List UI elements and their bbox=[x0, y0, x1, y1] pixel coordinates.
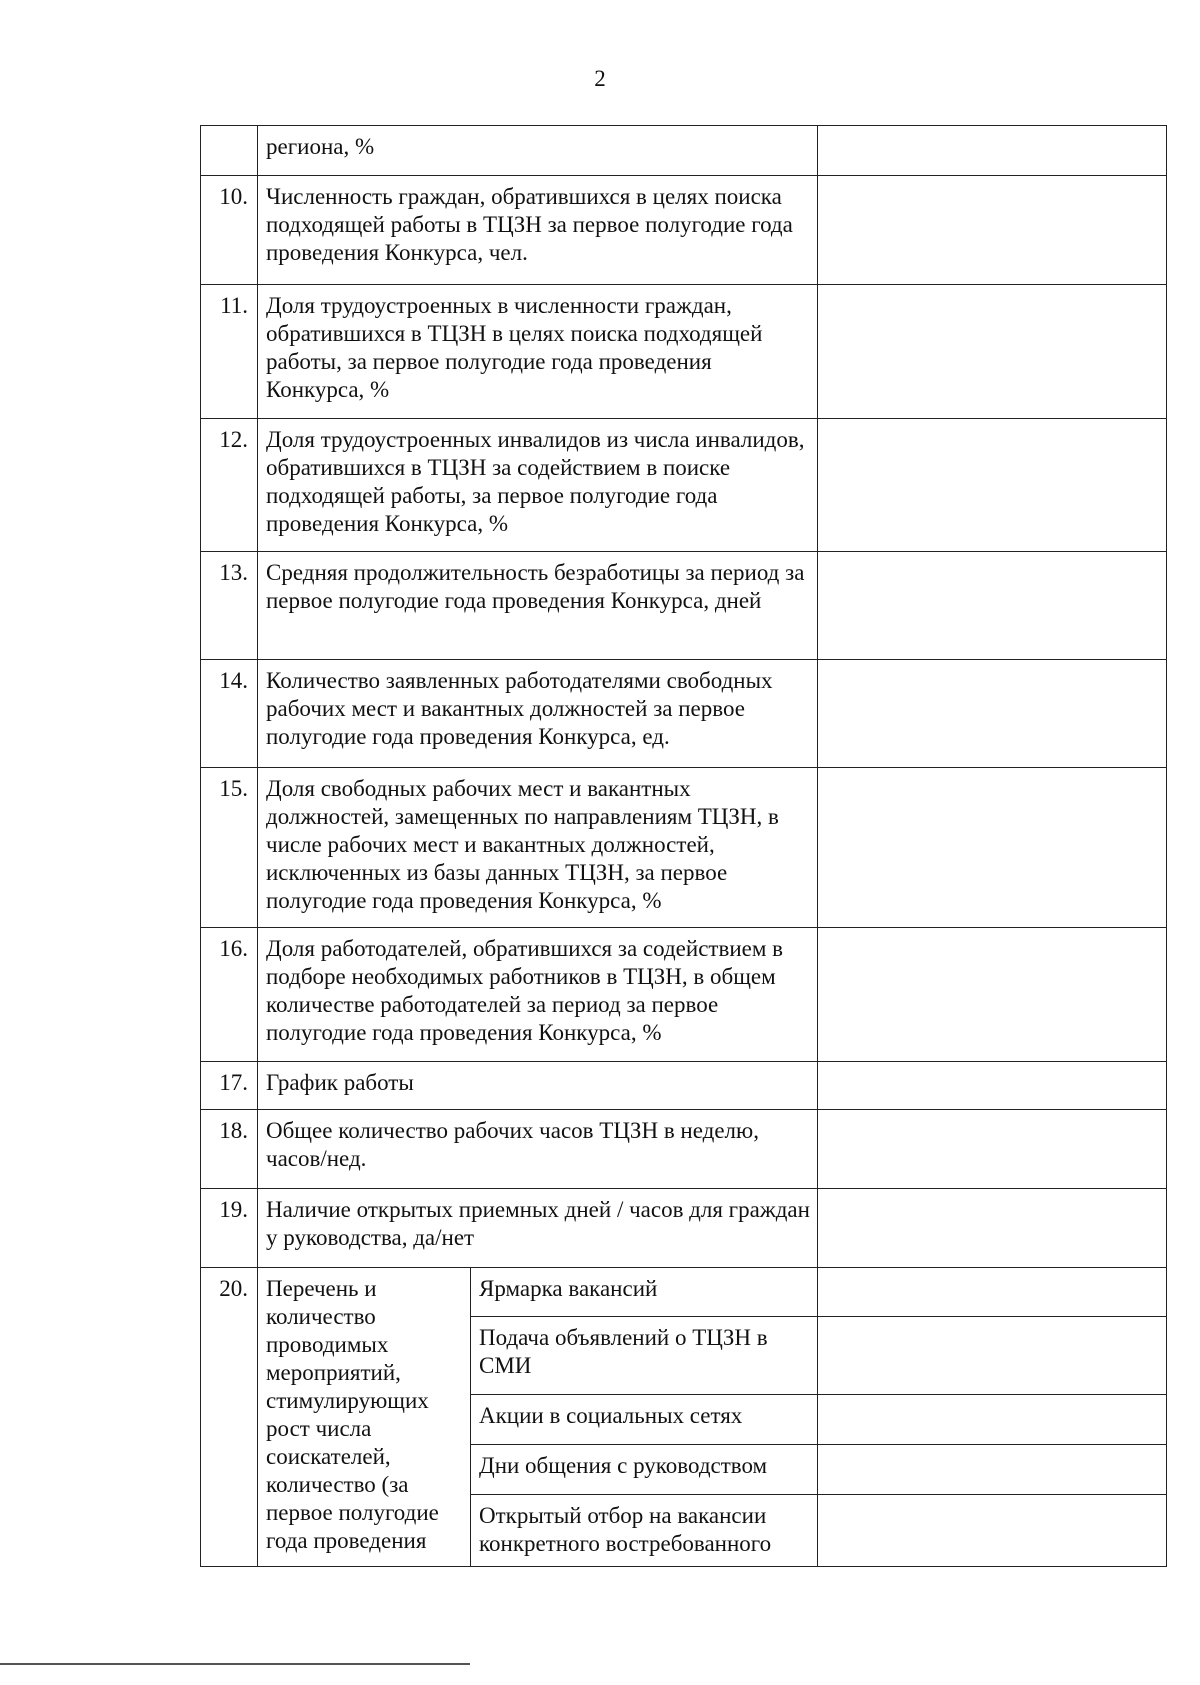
table-row bbox=[201, 1110, 1167, 1189]
value-cell[interactable] bbox=[818, 1495, 1167, 1567]
table-row bbox=[201, 1062, 1167, 1110]
table-row bbox=[201, 552, 1167, 660]
row-label: Наличие открытых приемных дней / часов для граждан у руководства, да/нет bbox=[258, 1189, 818, 1268]
row-label: Численность граждан, обратившихся в целях поиска подходящей работы в ТЦЗН за первое полугодие года проведения Конкурса, чел. bbox=[258, 176, 818, 285]
subitem-label: Ярмарка вакансий bbox=[471, 1268, 818, 1317]
value-cell[interactable] bbox=[818, 126, 1167, 176]
subitem-label: Открытый отбор на вакансии конкретного востребованного bbox=[471, 1495, 818, 1567]
row-label: Доля работодателей, обратившихся за содействием в подборе необходимых работников в ТЦЗН, в общем количестве работодателей за период за первое полугодие года проведения Конкурса, % bbox=[258, 928, 818, 1062]
table-row bbox=[201, 419, 1167, 552]
row-number: 10. bbox=[201, 176, 258, 285]
table-row bbox=[201, 660, 1167, 768]
row-number bbox=[201, 126, 258, 176]
table-row bbox=[201, 126, 1167, 176]
value-cell[interactable] bbox=[818, 660, 1167, 768]
row-number: 12. bbox=[201, 419, 258, 552]
indicators-table bbox=[200, 125, 1167, 1567]
table-row bbox=[201, 928, 1167, 1062]
page-number: 2 bbox=[594, 66, 606, 91]
value-cell[interactable] bbox=[818, 552, 1167, 660]
table-row bbox=[201, 1268, 1167, 1317]
row-number: 17. bbox=[201, 1062, 258, 1110]
row-label: региона, % bbox=[258, 126, 818, 176]
row-label: Доля трудоустроенных в численности граждан, обратившихся в ТЦЗН в целях поиска подходящей работы, за первое полугодие года проведения Конкурса, % bbox=[258, 285, 818, 419]
row-number: 14. bbox=[201, 660, 258, 768]
row-number: 16. bbox=[201, 928, 258, 1062]
subitem-label: Подача объявлений о ТЦЗН в СМИ bbox=[471, 1317, 818, 1395]
row-number: 13. bbox=[201, 552, 258, 660]
value-cell[interactable] bbox=[818, 176, 1167, 285]
table-row bbox=[201, 768, 1167, 928]
row-number: 20. bbox=[201, 1268, 258, 1567]
row-label: Количество заявленных работодателями свободных рабочих мест и вакантных должностей за первое полугодие года проведения Конкурса, ед. bbox=[258, 660, 818, 768]
value-cell[interactable] bbox=[818, 1062, 1167, 1110]
value-cell[interactable] bbox=[818, 768, 1167, 928]
value-cell[interactable] bbox=[818, 1317, 1167, 1395]
row-label: Перечень и количество проводимых мероприятий, стимулирующих рост числа соискателей, количество (за первое полугодие года проведения bbox=[258, 1268, 471, 1567]
row-label: Доля свободных рабочих мест и вакантных должностей, замещенных по направлениям ТЦЗН, в числе рабочих мест и вакантных должностей, исключенных из базы данных ТЦЗН, за первое полугодие года проведения Конкурса, % bbox=[258, 768, 818, 928]
row-label: График работы bbox=[258, 1062, 818, 1110]
value-cell[interactable] bbox=[818, 1268, 1167, 1317]
value-cell[interactable] bbox=[818, 285, 1167, 419]
row-number: 11. bbox=[201, 285, 258, 419]
value-cell[interactable] bbox=[818, 1445, 1167, 1495]
subitem-label: Дни общения с руководством bbox=[471, 1445, 818, 1495]
row-label: Доля трудоустроенных инвалидов из числа инвалидов, обратившихся в ТЦЗН за содействием в поиске подходящей работы, за первое полугодие года проведения Конкурса, % bbox=[258, 419, 818, 552]
table-row bbox=[201, 285, 1167, 419]
row-number: 18. bbox=[201, 1110, 258, 1189]
table-row bbox=[201, 176, 1167, 285]
row-label: Средняя продолжительность безработицы за период за первое полугодие года проведения Конкурса, дней bbox=[258, 552, 818, 660]
row-label: Общее количество рабочих часов ТЦЗН в неделю, часов/нед. bbox=[258, 1110, 818, 1189]
value-cell[interactable] bbox=[818, 928, 1167, 1062]
value-cell[interactable] bbox=[818, 1395, 1167, 1445]
value-cell[interactable] bbox=[818, 1189, 1167, 1268]
subitem-label: Акции в социальных сетях bbox=[471, 1395, 818, 1445]
table-row bbox=[201, 1189, 1167, 1268]
value-cell[interactable] bbox=[818, 1110, 1167, 1189]
footer-rule bbox=[0, 1663, 470, 1665]
row-number: 15. bbox=[201, 768, 258, 928]
value-cell[interactable] bbox=[818, 419, 1167, 552]
row-number: 19. bbox=[201, 1189, 258, 1268]
